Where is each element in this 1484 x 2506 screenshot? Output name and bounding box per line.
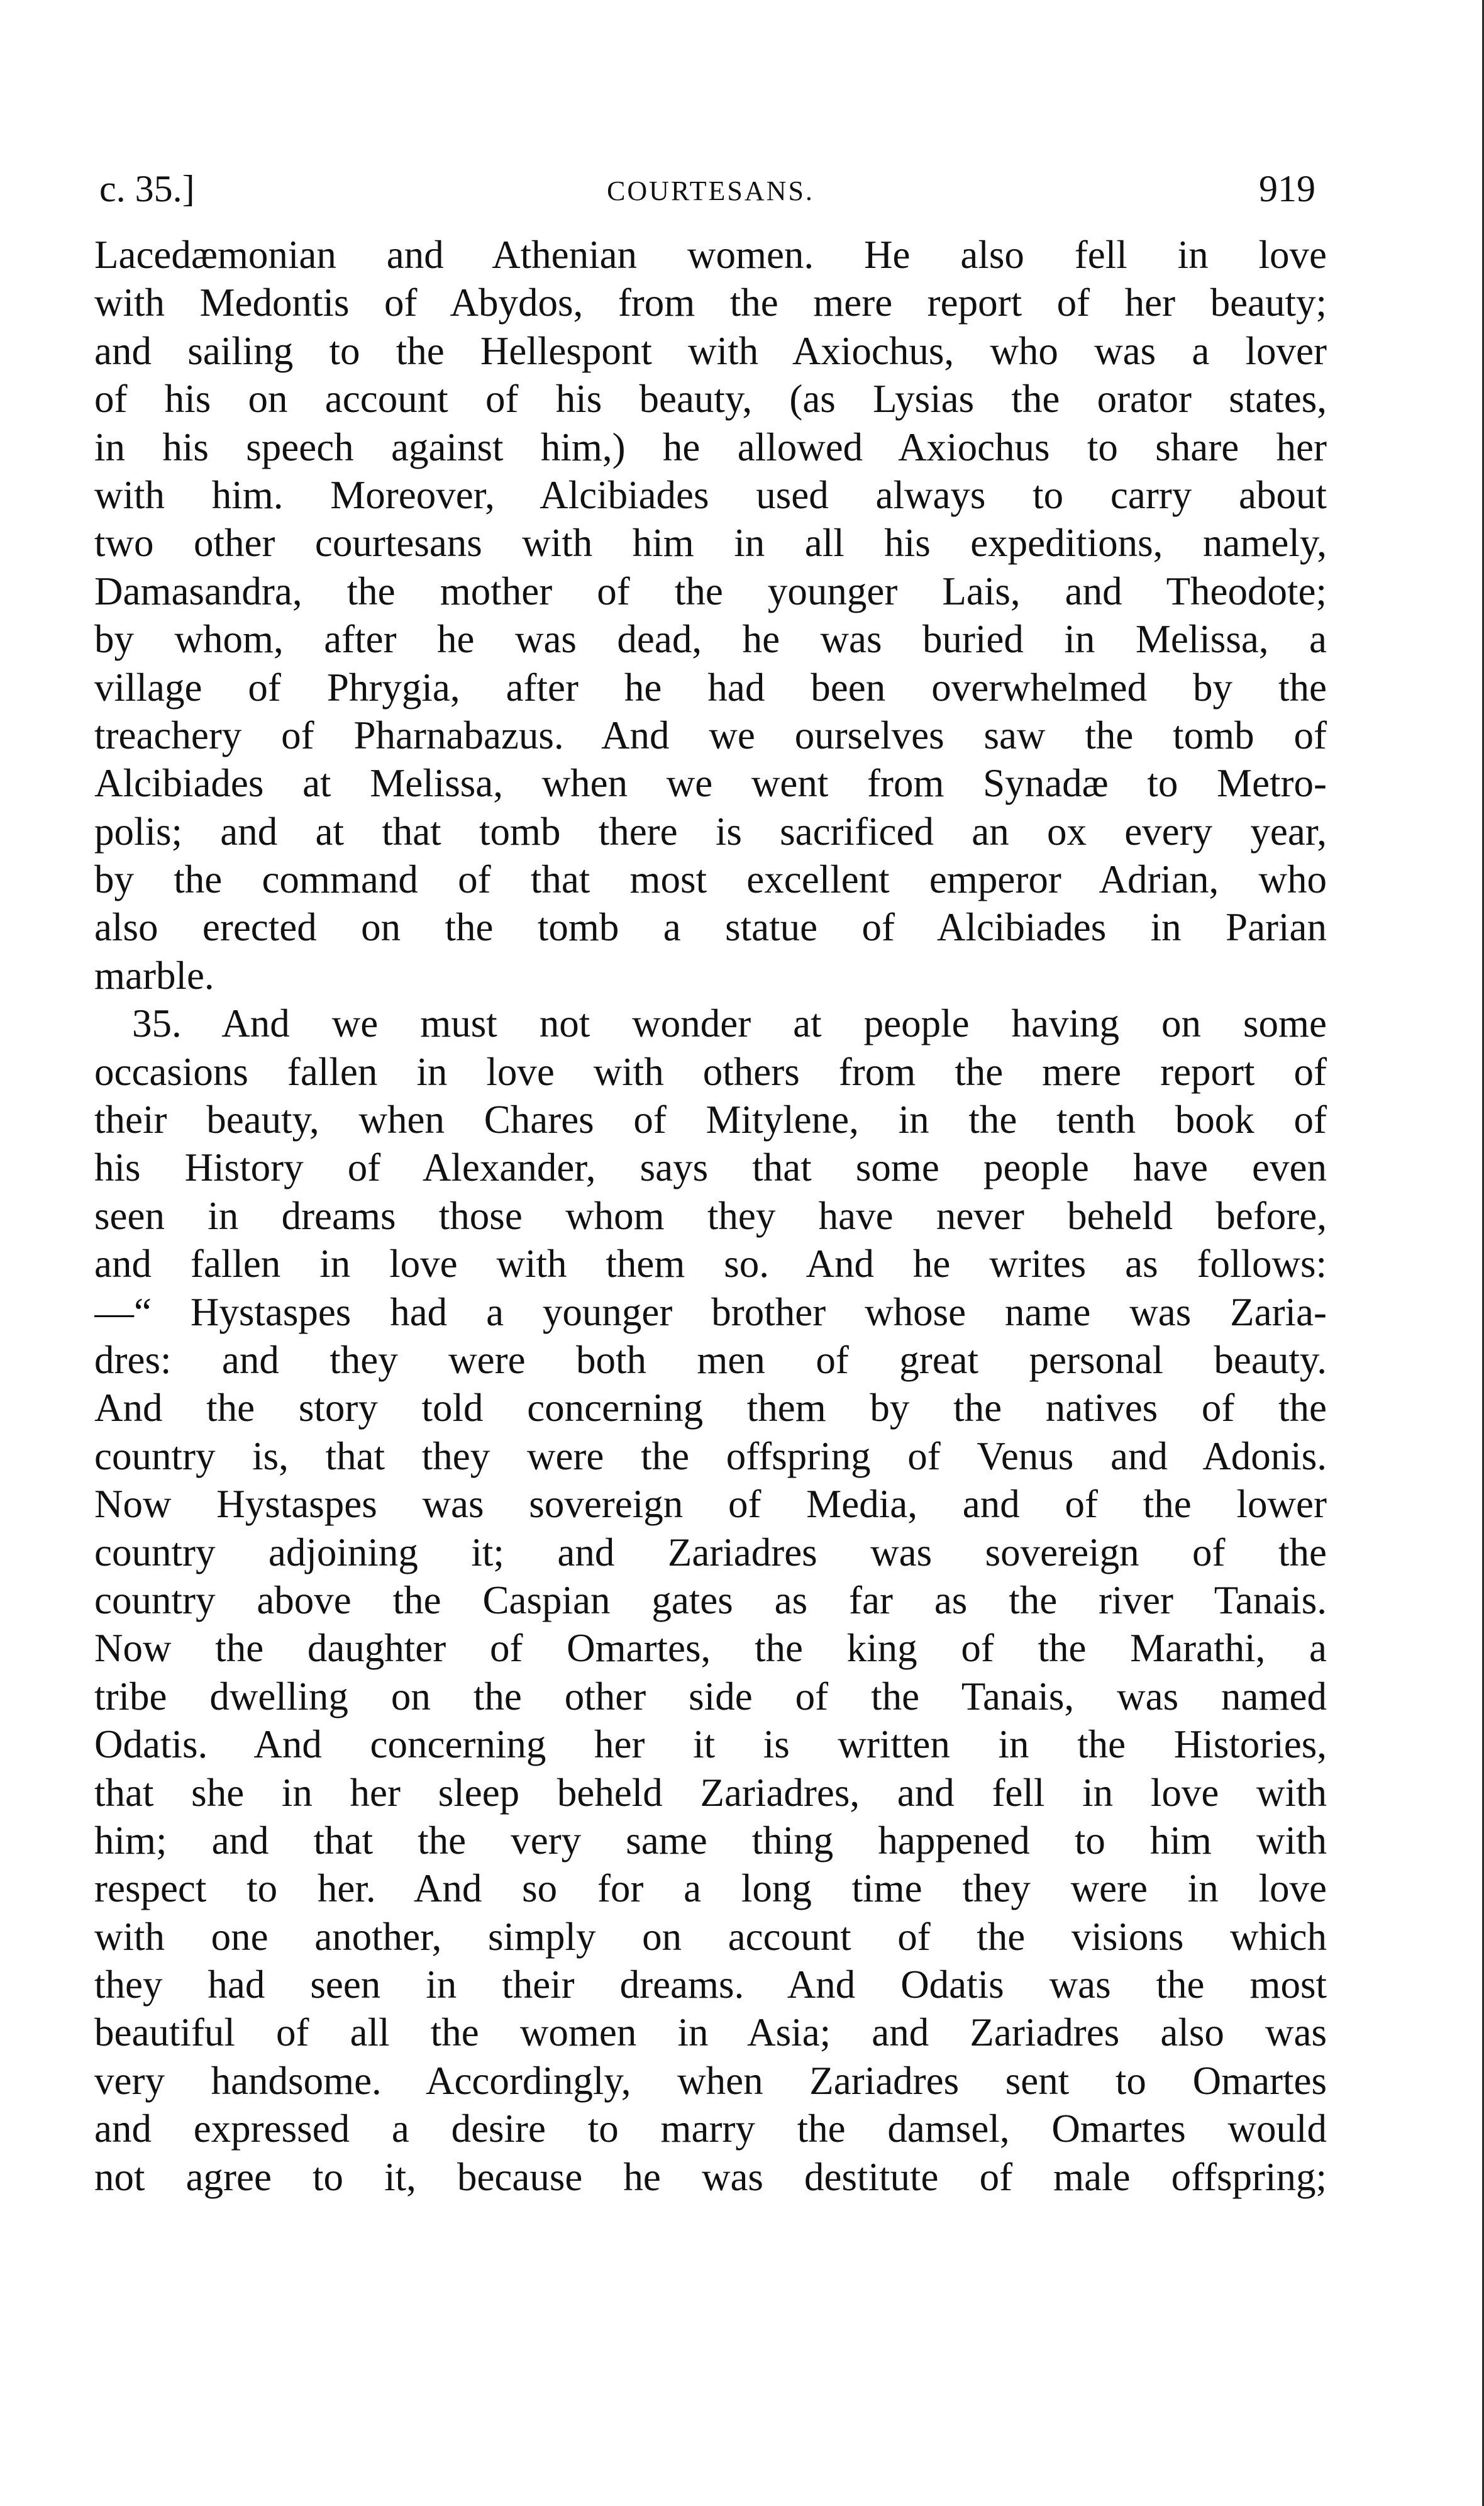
text-line: occasions fallen in love with others from the mere report of	[94, 1049, 1327, 1094]
text-line: village of Phrygia, after he had been overwhelmed by the	[94, 665, 1327, 710]
text-line: with Medontis of Abydos, from the mere report of her beauty;	[94, 281, 1327, 325]
text-line: his History of Alexander, says that some people have even	[94, 1145, 1327, 1190]
text-line: seen in dreams those whom they have never beheld before,	[94, 1193, 1327, 1238]
text-line: not agree to it, because he was destitute of male offspring;	[94, 2154, 1327, 2199]
text-line: that she in her sleep beheld Zariadres, and fell in love with	[94, 1770, 1327, 1815]
text-line: treachery of Pharnabazus. And we ourselves saw the tomb of	[94, 713, 1327, 757]
text-line: their beauty, when Chares of Mitylene, in the tenth book of	[94, 1098, 1327, 1142]
text-line: with one another, simply on account of the visions which	[94, 1914, 1327, 1959]
chapter-reference: c. 35.]	[99, 168, 195, 209]
page-number: 919	[1259, 168, 1315, 209]
text-line: dres: and they were both men of great personal beauty.	[94, 1337, 1327, 1382]
text-line: Lacedæmonian and Athenian women. He also fell in love	[94, 233, 1327, 277]
text-line: —“ Hystaspes had a younger brother whose name was Zaria-	[94, 1289, 1327, 1334]
text-line: Odatis. And concerning her it is written in the Histories,	[94, 1722, 1327, 1767]
text-line: And the story told concerning them by the natives of the	[94, 1386, 1327, 1430]
text-line: country above the Caspian gates as far as the river Tanais.	[94, 1578, 1327, 1622]
text-line: him; and that the very same thing happened to him with	[94, 1818, 1327, 1863]
text-line: also erected on the tomb a statue of Alcibiades in Parian	[94, 905, 1327, 950]
text-line: by the command of that most excellent emperor Adrian, who	[94, 857, 1327, 902]
text-line: country adjoining it; and Zariadres was sovereign of the	[94, 1530, 1327, 1574]
text-line: Now the daughter of Omartes, the king of the Marathi, a	[94, 1626, 1327, 1671]
text-line: polis; and at that tomb there is sacrificed an ox every year,	[94, 809, 1327, 854]
text-line: in his speech against him,) he allowed Axiochus to share her	[94, 425, 1327, 469]
text-line: by whom, after he was dead, he was buried in Melissa, a	[94, 617, 1327, 662]
text-line: Alcibiades at Melissa, when we went from Synadæ to Metro-	[94, 761, 1327, 806]
text-line: and expressed a desire to marry the damsel, Omartes would	[94, 2107, 1327, 2151]
text-line: marble.	[94, 953, 214, 998]
text-line: very handsome. Accordingly, when Zariadres sent to Omartes	[94, 2058, 1327, 2103]
text-line: Damasandra, the mother of the younger Lais, and Theodote;	[94, 569, 1327, 613]
text-line: of his on account of his beauty, (as Lysias the orator states,	[94, 377, 1327, 421]
section-35-start: 35. And we must not wonder at people having on some	[132, 1001, 1327, 1046]
text-line: respect to her. And so for a long time they were in love	[94, 1866, 1327, 1911]
book-page	[94, 160, 1327, 2201]
text-line: Now Hystaspes was sovereign of Media, and of the lower	[94, 1482, 1327, 1527]
text-line: country is, that they were the offspring of Venus and Adonis.	[94, 1434, 1327, 1478]
body-text	[94, 231, 1327, 2201]
text-line: two other courtesans with him in all his expeditions, namely,	[94, 521, 1327, 565]
text-line: with him. Moreover, Alcibiades used always to carry about	[94, 472, 1327, 517]
running-title: COURTESANS.	[607, 175, 814, 206]
text-line: they had seen in their dreams. And Odatis was the most	[94, 1963, 1327, 2007]
text-line: and fallen in love with them so. And he writes as follows:	[94, 1242, 1327, 1286]
text-line: and sailing to the Hellespont with Axiochus, who was a lover	[94, 328, 1327, 373]
text-line: beautiful of all the women in Asia; and Zariadres also was	[94, 2010, 1327, 2055]
running-head	[94, 160, 1327, 217]
text-line: tribe dwelling on the other side of the Tanais, was named	[94, 1674, 1327, 1718]
